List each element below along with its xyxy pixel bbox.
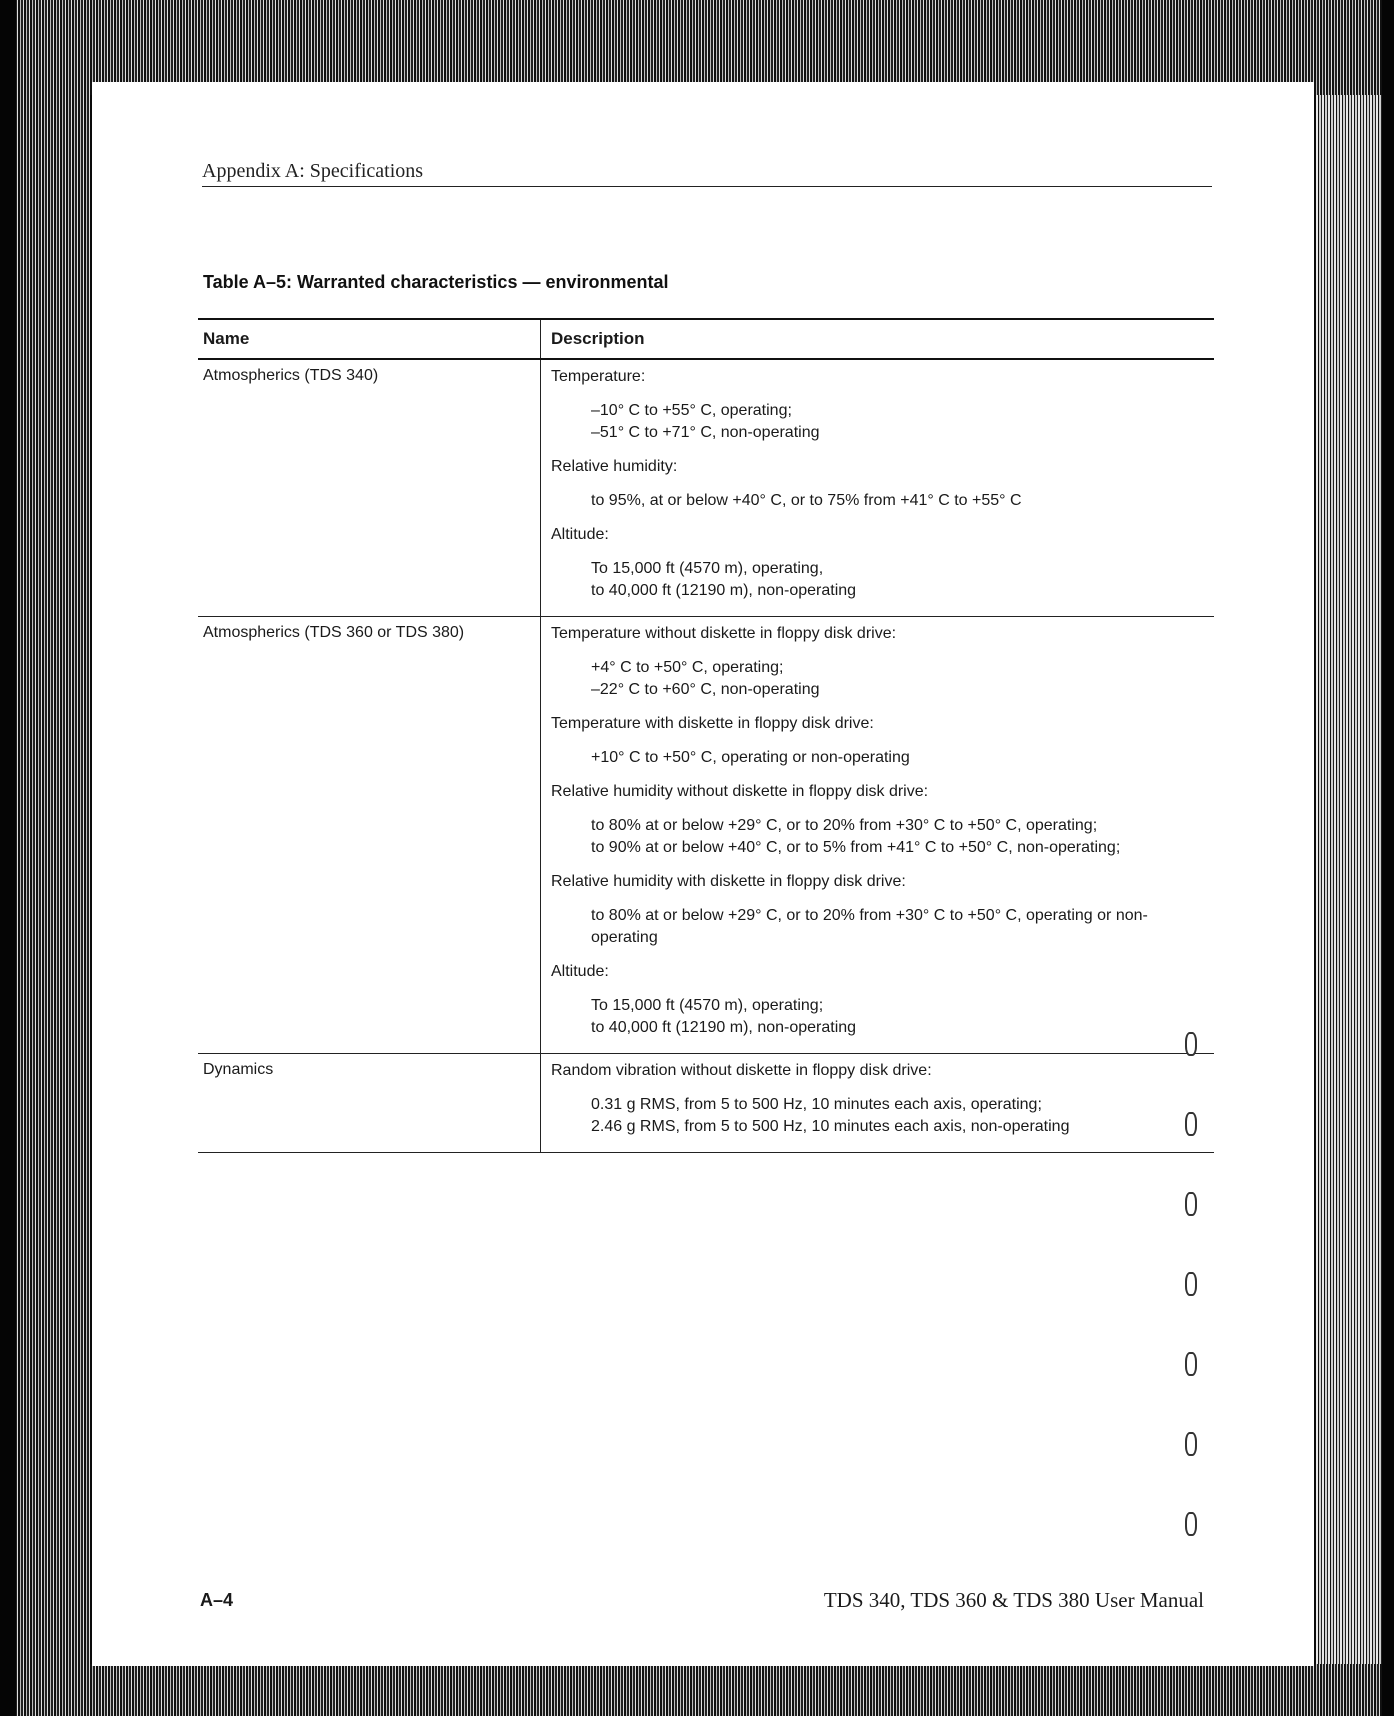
spec-value-line: to 90% at or below +40° C, or to 5% from +41° C to +50° C, non-operating; <box>591 839 1121 856</box>
spec-values <box>591 400 1214 444</box>
scan-artifact <box>1185 1272 1197 1296</box>
spec-label: Relative humidity with diskette in floppy disk drive: <box>551 873 906 890</box>
spec-value-line: to 40,000 ft (12190 m), non-operating <box>591 1019 857 1036</box>
scan-artifact <box>1185 1432 1197 1456</box>
page-number: A–4 <box>200 1590 234 1610</box>
table-title: Table A–5: Warranted characteristics — environmental <box>203 272 669 292</box>
spec-value-line: To 15,000 ft (4570 m), operating, <box>591 560 824 577</box>
row-description <box>540 617 1214 1053</box>
spec-label: Temperature with diskette in floppy disk drive: <box>551 715 874 732</box>
spec-label: Relative humidity without diskette in floppy disk drive: <box>551 783 929 800</box>
scan-artifact <box>1185 1032 1197 1056</box>
scan-border-bottom <box>0 1664 1394 1716</box>
row-name: Atmospherics (TDS 360 or TDS 380) <box>203 624 465 641</box>
row-name: Atmospherics (TDS 340) <box>203 367 379 384</box>
spec-value-line: –51° C to +71° C, non-operating <box>591 424 820 441</box>
spec-values <box>591 558 1214 602</box>
table-body <box>198 360 1214 1153</box>
page-header: Appendix A: Specifications <box>202 160 1212 187</box>
spec-value-line: to 80% at or below +29° C, or to 20% from +30° C to +50° C, operating or non-operating <box>591 907 1148 946</box>
spec-values <box>591 747 1214 769</box>
spec-values <box>591 995 1214 1039</box>
spec-value-line: 0.31 g RMS, from 5 to 500 Hz, 10 minutes each axis, operating; <box>591 1096 1042 1113</box>
spec-label: Altitude: <box>551 963 609 980</box>
table-row <box>198 1054 1214 1153</box>
spec-label: Relative humidity: <box>551 458 678 475</box>
table-header <box>198 318 1214 360</box>
spec-value-line: To 15,000 ft (4570 m), operating; <box>591 997 824 1014</box>
spec-value-line: to 95%, at or below +40° C, or to 75% from +41° C to +55° C <box>591 492 1022 509</box>
spec-values <box>591 490 1214 512</box>
spec-label: Altitude: <box>551 526 609 543</box>
scan-artifact <box>1185 1352 1197 1376</box>
spec-label: Random vibration without diskette in floppy disk drive: <box>551 1062 932 1079</box>
scan-artifact <box>1185 1112 1197 1136</box>
spec-value-line: –10° C to +55° C, operating; <box>591 402 792 419</box>
spec-values <box>591 905 1214 949</box>
spec-values <box>591 657 1214 701</box>
row-name: Dynamics <box>203 1061 274 1078</box>
column-header-description: Description <box>540 320 1214 358</box>
document-page <box>92 82 1314 1666</box>
manual-title: TDS 340, TDS 360 & TDS 380 User Manual <box>823 1588 1204 1612</box>
table-row <box>198 360 1214 617</box>
spec-values <box>591 815 1214 859</box>
scan-artifact <box>1185 1512 1197 1536</box>
scan-edge-right <box>1382 0 1394 1716</box>
spec-value-line: 2.46 g RMS, from 5 to 500 Hz, 10 minutes each axis, non-operating <box>591 1118 1070 1135</box>
column-header-name: Name <box>203 329 250 348</box>
row-description <box>540 1054 1214 1152</box>
spec-values <box>591 1094 1214 1138</box>
scan-edge-left <box>0 0 16 1716</box>
row-description <box>540 360 1214 616</box>
spec-value-line: to 80% at or below +29° C, or to 20% from +30° C to +50° C, operating; <box>591 817 1098 834</box>
spec-table <box>198 318 1214 1153</box>
spec-label: Temperature without diskette in floppy disk drive: <box>551 625 897 642</box>
spec-value-line: to 40,000 ft (12190 m), non-operating <box>591 582 857 599</box>
spec-value-line: +4° C to +50° C, operating; <box>591 659 784 676</box>
scan-border-top <box>0 0 1394 95</box>
scan-artifact <box>1185 1192 1197 1216</box>
spec-label: Temperature: <box>551 368 646 385</box>
spec-value-line: +10° C to +50° C, operating or non-operating <box>591 749 910 766</box>
spec-value-line: –22° C to +60° C, non-operating <box>591 681 820 698</box>
table-row <box>198 617 1214 1054</box>
